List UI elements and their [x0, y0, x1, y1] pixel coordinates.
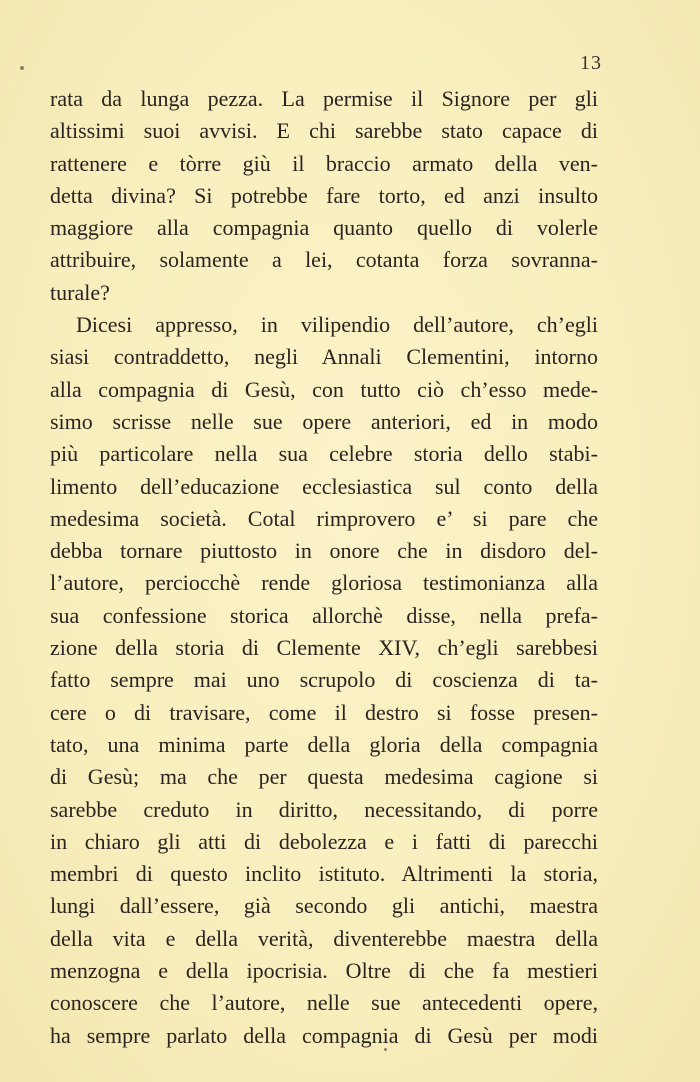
- text-line: rattenere e tòrre giù il braccio armato della ven-: [50, 150, 598, 176]
- text-line: attribuire, solamente a lei, cotanta forza sovranna-: [50, 247, 598, 273]
- text-line: tato, una minima parte della gloria della compagnia: [50, 731, 598, 757]
- paragraph-start-line: Dicesi appresso, in vilipendio dell’autore, ch’egli: [76, 312, 598, 338]
- text-line: zione della storia di Clemente XIV, ch’egli sarebbesi: [50, 635, 598, 661]
- text-line: conoscere che l’autore, nelle sue antecedenti opere,: [50, 990, 598, 1016]
- body-text: [50, 83, 598, 1052]
- text-line: più particolare nella sua celebre storia dello stabi-: [50, 441, 598, 467]
- text-line: debba tornare piuttosto in onore che in disdoro del-: [50, 538, 598, 564]
- text-line: alla compagnia di Gesù, con tutto ciò ch’esso mede-: [50, 376, 598, 402]
- text-line: menzogna e della ipocrisia. Oltre di che fa mestieri: [50, 958, 598, 984]
- page-number: 13: [580, 52, 602, 74]
- left-margin-speck: [20, 66, 24, 70]
- text-line: lungi dall’essere, già secondo gli antichi, maestra: [50, 893, 598, 919]
- text-line: cere o di travisare, come il destro si fosse presen-: [50, 699, 598, 725]
- text-line: sua confessione storica allorchè disse, nella prefa-: [50, 602, 598, 628]
- text-line: fatto sempre mai uno scrupolo di coscienza di ta-: [50, 667, 598, 693]
- text-line: medesima società. Cotal rimprovero e’ si pare che: [50, 505, 598, 531]
- text-line: di Gesù; ma che per questa medesima cagione si: [50, 764, 598, 790]
- text-line: l’autore, perciocchè rende gloriosa testimonianza alla: [50, 570, 598, 596]
- text-line: maggiore alla compagnia quanto quello di volerle: [50, 215, 598, 241]
- paragraph-end-line: turale?: [50, 279, 110, 305]
- text-line: in chiaro gli atti di debolezza e i fatti di parecchi: [50, 828, 598, 854]
- text-line: siasi contraddetto, negli Annali Clementini, intorno: [50, 344, 598, 370]
- text-line: ha sempre parlato della compagnia di Gesù per modi: [50, 1022, 598, 1048]
- text-line: simo scrisse nelle sue opere anteriori, ed in modo: [50, 408, 598, 434]
- text-line: sarebbe creduto in diritto, necessitando, di porre: [50, 796, 598, 822]
- text-line: rata da lunga pezza. La permise il Signore per gli: [50, 86, 598, 111]
- text-line: limento dell’educazione ecclesiastica sul conto della: [50, 473, 598, 499]
- text-line: altissimi suoi avvisi. E chi sarebbe stato capace di: [50, 118, 598, 144]
- text-line: detta divina? Si potrebbe fare torto, ed anzi insulto: [50, 182, 598, 208]
- text-line: della vita e della verità, diventerebbe maestra della: [50, 925, 598, 951]
- text-line: membri di questo inclito istituto. Altrimenti la storia,: [50, 861, 598, 887]
